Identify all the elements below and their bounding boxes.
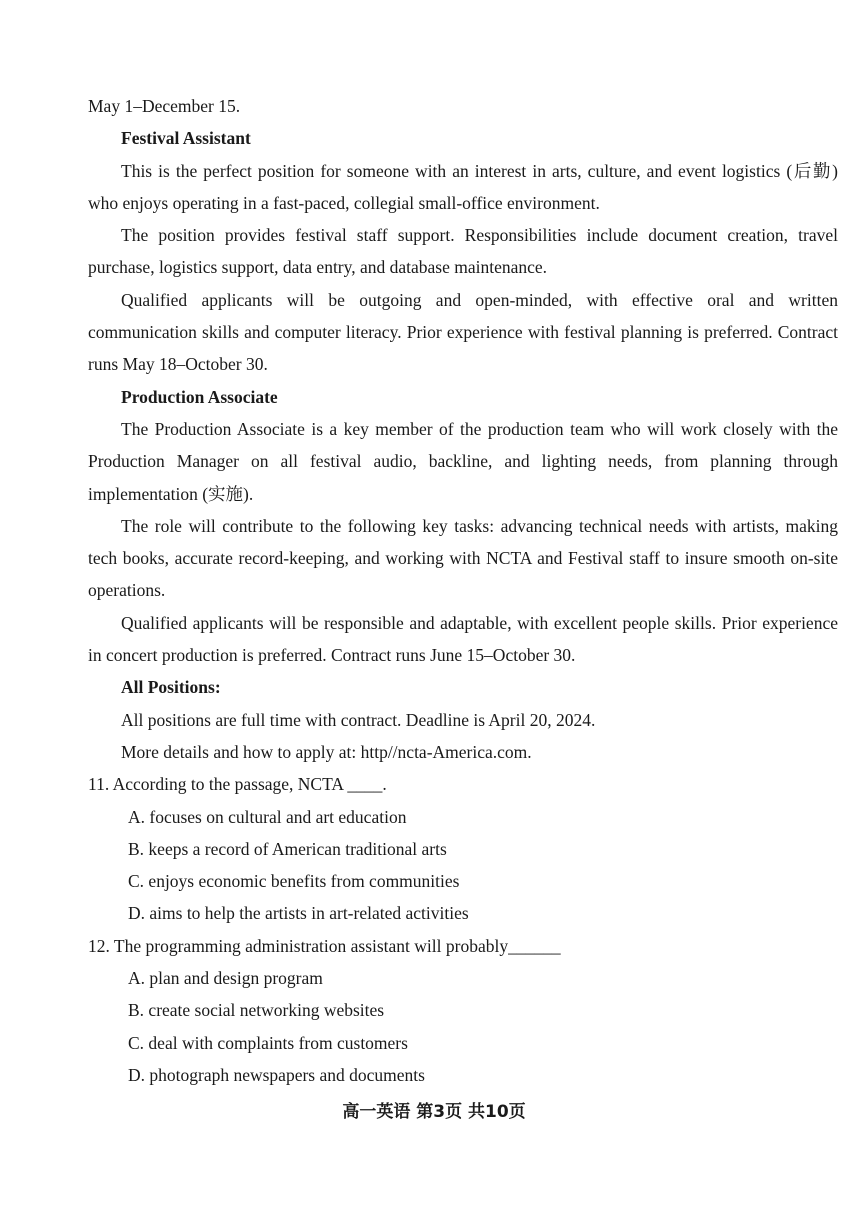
all-positions-paragraph-1: All positions are full time with contract. Deadline is April 20, 2024. <box>121 709 596 730</box>
question-stem: 12. The programming administration assistant will probably______ <box>88 935 561 956</box>
all-positions-heading: All Positions: <box>121 677 221 698</box>
option-a: A. focuses on cultural and art education <box>128 806 407 827</box>
option-b: B. create social networking websites <box>128 1000 385 1021</box>
festival-assistant-paragraph-3: Qualified applicants will be outgoing and open-minded, with effective oral and written communication skills and computer literacy. Prior experience with festival planning is preferred. Contract runs May 18–October 30. <box>88 289 838 375</box>
production-associate-paragraph-2: The role will contribute to the following key tasks: advancing technical needs with artists, making tech books, accurate record-keeping, and working with NCTA and Festival staff to insure smooth on-site operations. <box>88 515 838 601</box>
production-associate-paragraph-1: The Production Associate is a key member of the production team who will work closely with the Production Manager on all festival audio, backline, and lighting needs, from planning through implementation (实施). <box>88 418 838 504</box>
option-d: D. aims to help the artists in art-related activities <box>128 903 469 924</box>
production-associate-paragraph-3: Qualified applicants will be responsible and adaptable, with excellent people skills. Prior experience in concert production is preferred. Contract runs June 15–October 30. <box>88 612 838 666</box>
question-stem: 11. According to the passage, NCTA ____. <box>88 774 387 795</box>
option-a: A. plan and design program <box>128 968 323 989</box>
date-range-line: May 1–December 15. <box>88 96 241 116</box>
festival-assistant-paragraph-1: This is the perfect position for someone with an interest in arts, culture, and event logistics (后勤) who enjoys operating in a fast-paced, collegial small-office environment. <box>88 160 838 213</box>
all-positions-paragraph-2: More details and how to apply at: http//ncta-America.com. <box>121 741 532 762</box>
option-d: D. photograph newspapers and documents <box>128 1064 425 1085</box>
festival-assistant-paragraph-2: The position provides festival staff support. Responsibilities include document creation, travel purchase, logistics support, data entry, and database maintenance. <box>88 225 838 278</box>
passage-content <box>88 90 838 1091</box>
option-c: C. enjoys economic benefits from communities <box>128 871 460 892</box>
option-c: C. deal with complaints from customers <box>128 1032 408 1053</box>
question-11 <box>88 768 838 929</box>
festival-assistant-heading: Festival Assistant <box>121 128 251 149</box>
production-associate-heading: Production Associate <box>121 386 278 407</box>
option-b: B. keeps a record of American traditional arts <box>128 838 447 859</box>
question-12 <box>88 930 838 1091</box>
page-footer: 高一英语 第3页 共10页 <box>342 1102 526 1122</box>
